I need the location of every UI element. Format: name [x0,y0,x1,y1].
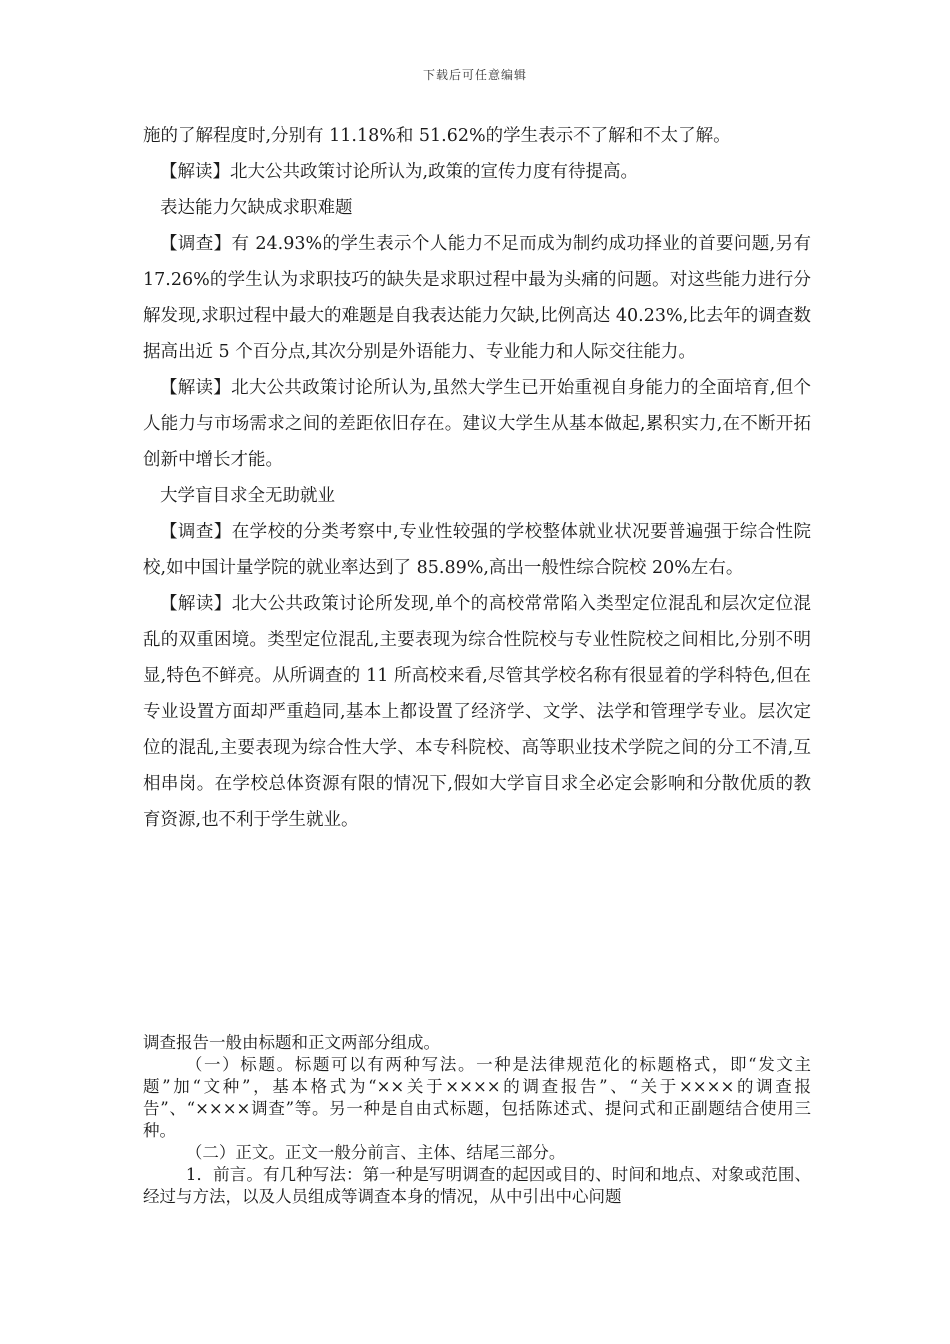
document-body-section-a [143,118,811,838]
subheading-expression-ability: 表达能力欠缺成求职难题 [160,198,353,218]
paragraph-interpretation: 【解读】北大公共政策讨论所认为,虽然大学生已开始重视自身能力的全面培育,但个人能力与市场需求之间的差距依旧存在。建议大学生从基本做起,累积实力,在不断开拓创新中增长才能。 [143,378,811,470]
paragraph-interpretation: 【解读】北大公共政策讨论所发现,单个的高校常常陷入类型定位混乱和层次定位混乱的双重困境。类型定位混乱,主要表现为综合性院校与专业性院校之间相比,分别不明显,特色不鲜亮。从所调查的 11 所高校来看,尽管其学校名称有很显着的学科特色,但在专业设置方面却严重趋同,基本上都设置了经济学、文学、法学和管理学专业。层次定位的混乱,主要表现为综合性大学、本专科院校、高等职业技术学院之间的分工不清,互相串岗。在学校总体资源有限的情况下,假如大学盲目求全必定会影响和分散优质的教育资源,也不利于学生就业。 [143,594,811,830]
paragraph-intro: 调查报告一般由标题和正文两部分组成。 [143,1033,440,1052]
paragraph-interpretation: 【解读】北大公共政策讨论所认为,政策的宣传力度有待提高。 [160,162,639,182]
paragraph-continuation: 施的了解程度时,分别有 11.18%和 51.62%的学生表示不了解和不太了解。 [143,126,731,146]
paragraph-preface: 1．前言。有几种写法：第一种是写明调查的起因或目的、时间和地点、对象或范围、经过与方法，以及人员组成等调查本身的情况，从中引出中心问题 [143,1165,811,1206]
subheading-blind-comprehensiveness: 大学盲目求全无助就业 [160,486,335,506]
paragraph-survey: 【调查】有 24.93%的学生表示个人能力不足而成为制约成功择业的首要问题,另有 17.26%的学生认为求职技巧的缺失是求职过程中最为头痛的问题。对这些能力进行分解发现,求职过程中最大的难题是自我表达能力欠缺,比例高达 40.23%,比去年的调查数据高出近 5 个百分点,其次分别是外语能力、专业能力和人际交往能力。 [143,234,811,362]
paragraph-body-section: （二）正文。正文一般分前言、主体、结尾三部分。 [185,1143,566,1162]
page-header: 下载后可任意编辑 [422,68,527,82]
paragraph-survey: 【调查】在学校的分类考察中,专业性较强的学校整体就业状况要普遍强于综合性院校,如中国计量学院的就业率达到了 85.89%,高出一般性综合院校 20%左右。 [143,522,811,578]
document-body-section-b [143,1032,811,1208]
paragraph-title-section: （一）标题。标题可以有两种写法。一种是法律规范化的标题格式，即“发文主题”加“文种”，基本格式为“××关于××××的调查报告”、“关于××××的调查报告”、“××××调查”等。另一种是自由式标题，包括陈述式、提问式和正副题结合使用三种。 [143,1055,811,1140]
